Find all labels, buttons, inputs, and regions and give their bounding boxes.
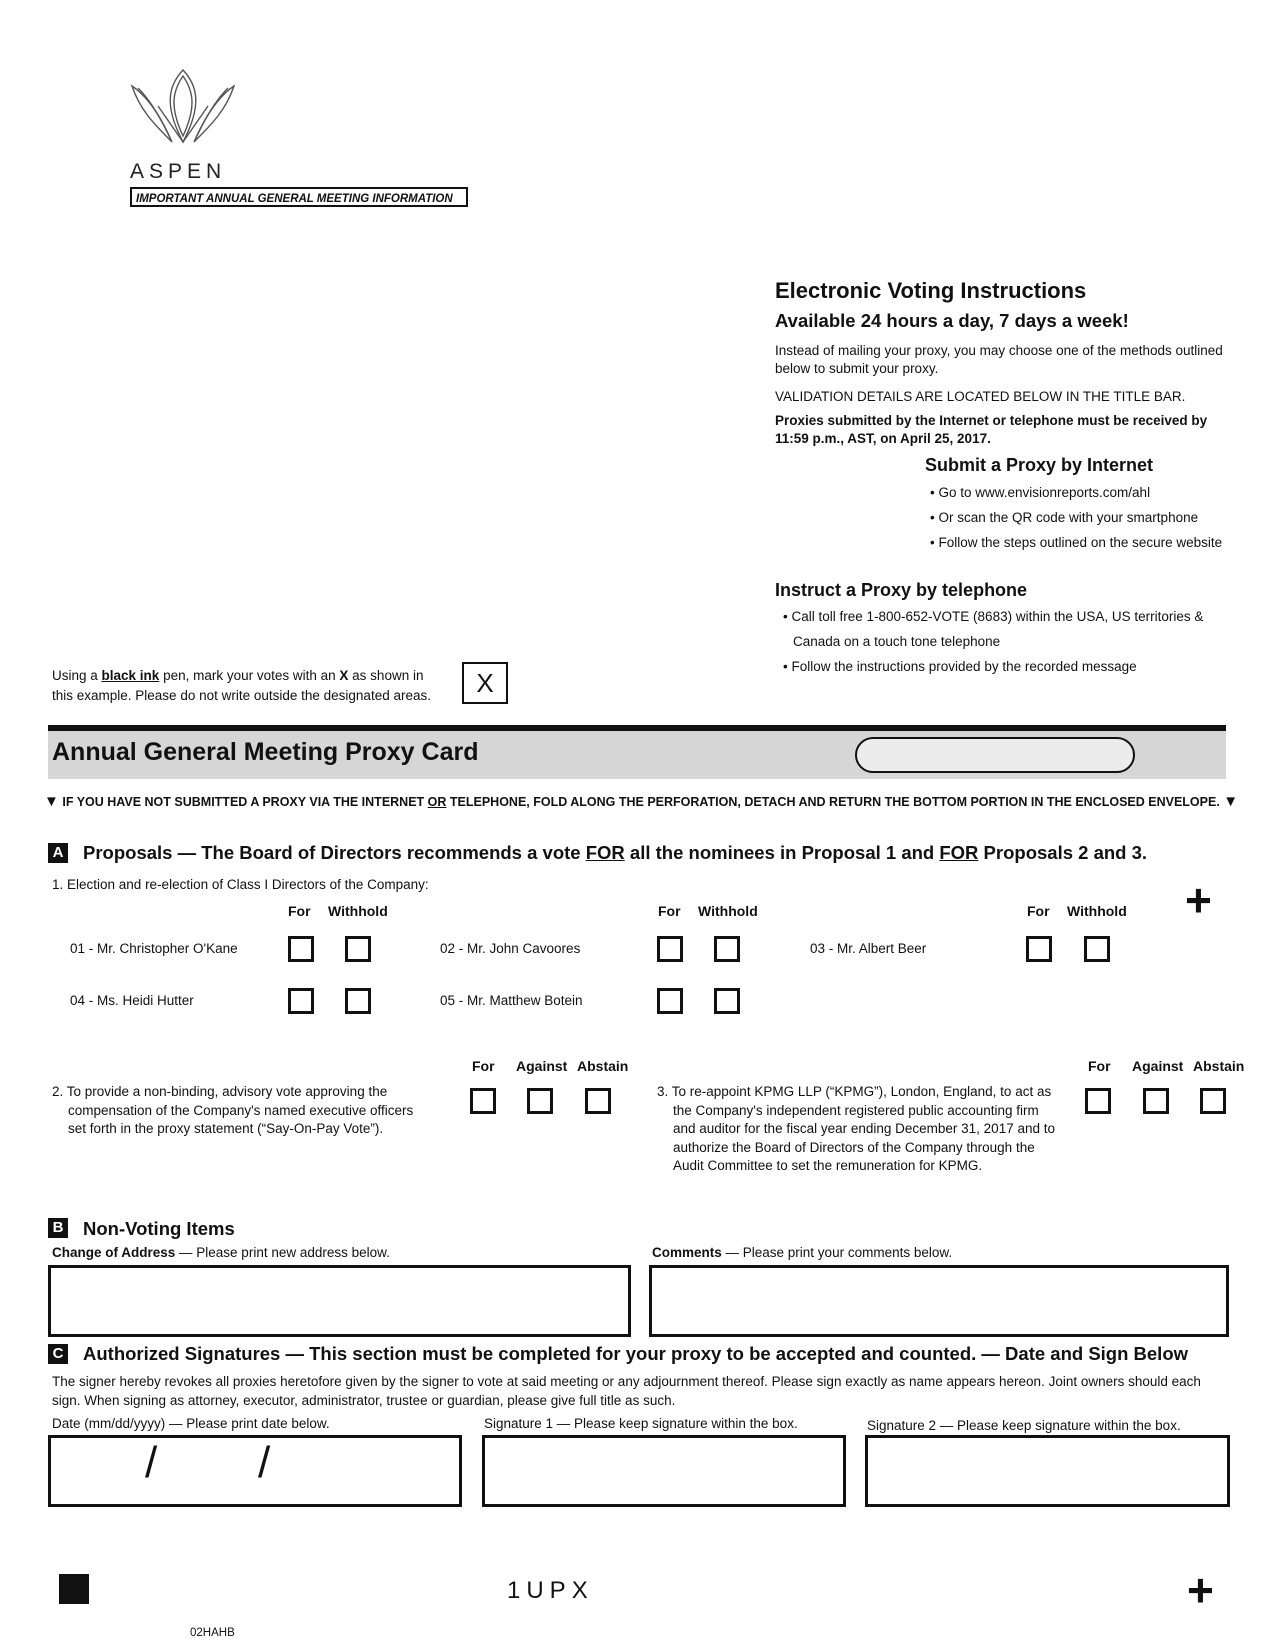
down-arrow-icon: ▼ bbox=[44, 793, 59, 810]
col-withhold: Withhold bbox=[698, 903, 758, 919]
ev-title: Electronic Voting Instructions bbox=[775, 278, 1087, 303]
nominee-label: 01 - Mr. Christopher O'Kane bbox=[70, 941, 238, 956]
col-against: Against bbox=[516, 1058, 568, 1074]
ev-subtitle: Available 24 hours a day, 7 days a week! bbox=[775, 310, 1129, 331]
col-for: For bbox=[1027, 903, 1050, 919]
phone-bullet: Canada on a touch tone telephone bbox=[793, 634, 1001, 649]
comments-field[interactable] bbox=[649, 1265, 1229, 1337]
validation-field bbox=[855, 737, 1135, 773]
change-of-address-field[interactable] bbox=[48, 1265, 631, 1337]
comments-label: Comments — Please print your comments below. bbox=[652, 1245, 953, 1260]
ink-instruction: Using a black ink pen, mark your votes with an X as shown in this example. Please do not write outside the designated areas. bbox=[52, 668, 431, 703]
phone-bullet: • Follow the instructions provided by the recorded message bbox=[783, 659, 1137, 674]
document-id: 02HAHB bbox=[190, 1627, 235, 1639]
example-mark-box: X bbox=[462, 662, 508, 704]
nominee-02-for-checkbox[interactable] bbox=[657, 936, 683, 962]
section-a-title: Proposals — The Board of Directors recommends a vote FOR all the nominees in Proposal 1 and FOR Proposals 2 and 3. bbox=[83, 842, 1148, 863]
col-for: For bbox=[1088, 1058, 1111, 1074]
section-c-title: Authorized Signatures — This section must be completed for your proxy to be accepted and counted. — Date and Sign Below bbox=[83, 1343, 1189, 1364]
date-field[interactable] bbox=[48, 1435, 462, 1507]
signature-1-field[interactable] bbox=[482, 1435, 846, 1507]
section-a-badge: A bbox=[48, 843, 68, 863]
date-label: Date (mm/dd/yyyy) — Please print date below. bbox=[52, 1416, 330, 1431]
registration-square-mark bbox=[59, 1574, 89, 1604]
down-arrow-icon: ▼ bbox=[1223, 793, 1239, 810]
nominee-label: 05 - Mr. Matthew Botein bbox=[440, 993, 583, 1008]
col-abstain: Abstain bbox=[577, 1058, 629, 1074]
nominee-label: 04 - Ms. Heidi Hutter bbox=[70, 993, 194, 1008]
meeting-info-tag: IMPORTANT ANNUAL GENERAL MEETING INFORMATION bbox=[130, 187, 468, 207]
internet-bullet: • Or scan the QR code with your smartphone bbox=[930, 510, 1199, 525]
nominee-label: 02 - Mr. John Cavoores bbox=[440, 941, 581, 956]
nominee-05-withhold-checkbox[interactable] bbox=[714, 988, 740, 1014]
col-against: Against bbox=[1132, 1058, 1184, 1074]
proposal-3-against-checkbox[interactable] bbox=[1143, 1088, 1169, 1114]
date-separator: / bbox=[258, 1438, 271, 1487]
col-for: For bbox=[288, 903, 311, 919]
nominee-01-withhold-checkbox[interactable] bbox=[345, 936, 371, 962]
ev-intro: Instead of mailing your proxy, you may choose one of the methods outlined below to submit your proxy. bbox=[775, 343, 1223, 376]
nominee-01-for-checkbox[interactable] bbox=[288, 936, 314, 962]
section-b-badge: B bbox=[48, 1218, 68, 1238]
phone-bullet: • Call toll free 1-800-652-VOTE (8683) within the USA, US territories & bbox=[783, 609, 1204, 624]
proposal-2-against-checkbox[interactable] bbox=[527, 1088, 553, 1114]
section-b-title: Non-Voting Items bbox=[83, 1218, 235, 1239]
ev-deadline: Proxies submitted by the Internet or telephone must be received by 11:59 p.m., AST, on April 25, 2017. bbox=[775, 413, 1208, 446]
company-name: ASPEN bbox=[130, 160, 227, 183]
fold-instruction: ▼ IF YOU HAVE NOT SUBMITTED A PROXY VIA THE INTERNET OR TELEPHONE, FOLD ALONG THE PERFORATION, DETACH AND RETURN THE BOTTOM PORTION IN THE ENCLOSED ENVELOPE. ▼ bbox=[44, 793, 1239, 810]
section-c-badge: C bbox=[48, 1344, 68, 1364]
proposal-2-abstain-checkbox[interactable] bbox=[585, 1088, 611, 1114]
proposal-2-text: 2. To provide a non-binding, advisory vote approving the compensation of the Company's named executive officers set forth in the proxy statement (“Say-On-Pay Vote”). bbox=[52, 1084, 414, 1136]
proposal-3-for-checkbox[interactable] bbox=[1085, 1088, 1111, 1114]
ev-validation: VALIDATION DETAILS ARE LOCATED BELOW IN THE TITLE BAR. bbox=[775, 389, 1186, 404]
col-for: For bbox=[658, 903, 681, 919]
address-label: Change of Address — Please print new address below. bbox=[52, 1245, 390, 1260]
aspen-logo-icon bbox=[128, 66, 238, 148]
nominee-05-for-checkbox[interactable] bbox=[657, 988, 683, 1014]
registration-plus-icon: + bbox=[1185, 874, 1212, 926]
col-withhold: Withhold bbox=[1067, 903, 1127, 919]
form-code: 1UPX bbox=[507, 1577, 594, 1604]
internet-bullet: • Go to www.envisionreports.com/ahl bbox=[930, 485, 1151, 500]
internet-bullet: • Follow the steps outlined on the secure website bbox=[930, 535, 1223, 550]
nominee-02-withhold-checkbox[interactable] bbox=[714, 936, 740, 962]
proposal-3-text: 3. To re-appoint KPMG LLP (“KPMG”), London, England, to act as the Company's independent registered public accounting firm and auditor for the fiscal year ending December 31, 2017 and to authorize the Board of Directors of the Company through the Audit Committee to set the remuneration for KPMG. bbox=[657, 1084, 1055, 1173]
signature-2-field[interactable] bbox=[865, 1435, 1230, 1507]
col-withhold: Withhold bbox=[328, 903, 388, 919]
proposal-3-abstain-checkbox[interactable] bbox=[1200, 1088, 1226, 1114]
nominee-03-withhold-checkbox[interactable] bbox=[1084, 936, 1110, 962]
col-abstain: Abstain bbox=[1193, 1058, 1245, 1074]
card-title: Annual General Meeting Proxy Card bbox=[52, 738, 479, 766]
nominee-label: 03 - Mr. Albert Beer bbox=[810, 941, 927, 956]
internet-title: Submit a Proxy by Internet bbox=[925, 455, 1154, 475]
date-separator: / bbox=[145, 1438, 158, 1487]
section-c-body: The signer hereby revokes all proxies heretofore given by the signer to vote at said meeting or any adjournment thereof. Please sign exactly as name appears hereon. Joint owners should each sign. When signing as attorney, executor, administrator, trustee or guardian, please give full title as such. bbox=[52, 1374, 1201, 1408]
nominee-03-for-checkbox[interactable] bbox=[1026, 936, 1052, 962]
proposal-1-label: 1. Election and re-election of Class I Directors of the Company: bbox=[52, 877, 429, 892]
signature-1-label: Signature 1 — Please keep signature within the box. bbox=[484, 1416, 798, 1431]
nominee-04-for-checkbox[interactable] bbox=[288, 988, 314, 1014]
phone-title: Instruct a Proxy by telephone bbox=[775, 580, 1028, 600]
col-for: For bbox=[472, 1058, 495, 1074]
signature-2-label: Signature 2 — Please keep signature within the box. bbox=[867, 1418, 1181, 1433]
nominee-04-withhold-checkbox[interactable] bbox=[345, 988, 371, 1014]
registration-plus-icon: + bbox=[1187, 1564, 1214, 1616]
proposal-2-for-checkbox[interactable] bbox=[470, 1088, 496, 1114]
